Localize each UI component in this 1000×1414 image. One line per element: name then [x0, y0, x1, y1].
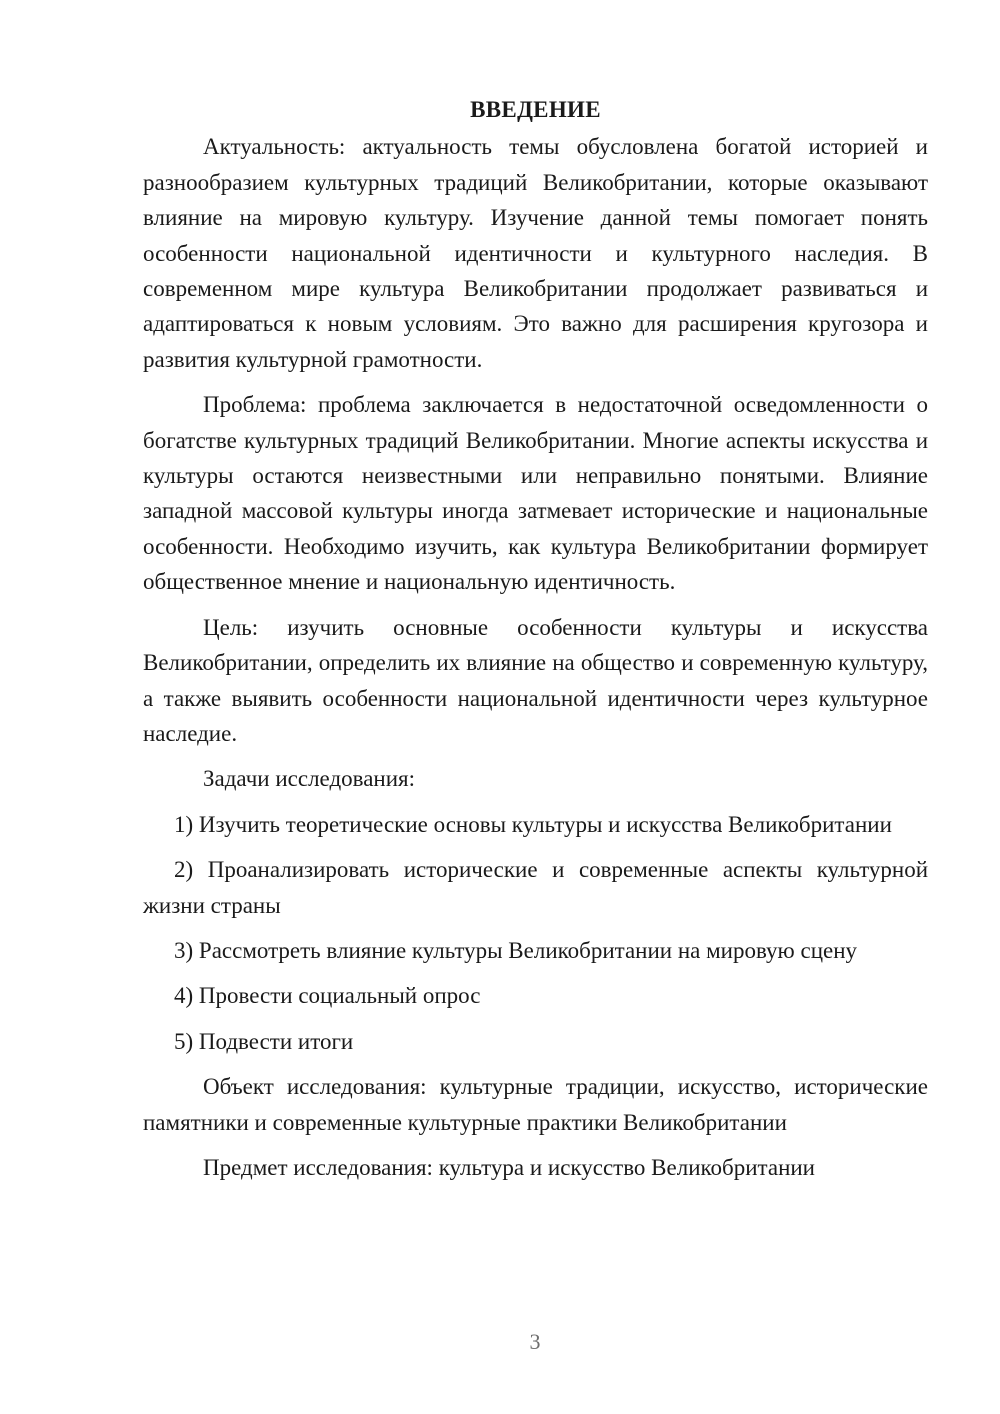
tasks-heading: Задачи исследования: — [203, 766, 416, 792]
paragraph-relevance: Актуальность: актуальность темы обусловлена богатой историей и разнообразием культурных традиций Великобритании, которые оказывают влияние на мировую культуру. Изучение данной темы помогает понять особенности национальной идентичности и культурного наследия. В современном мире культура Великобритании продолжает развиваться и адаптироваться к новым условиям. Это важно для расширения кругозора и развития культурной грамотности. — [143, 134, 928, 372]
task-item-5: 5) Подвести итоги — [174, 1028, 354, 1054]
paragraph-subject: Предмет исследования: культура и искусство Великобритании — [203, 1154, 815, 1180]
task-item-3: 3) Рассмотреть влияние культуры Великобритании на мировую сцену — [174, 937, 858, 963]
task-item-2: 2) Проанализировать исторические и современные аспекты культурной жизни страны — [143, 857, 928, 918]
paragraph-object: Объект исследования: культурные традиции, искусство, исторические памятники и современные культурные практики Великобритании — [143, 1074, 928, 1135]
task-item-4: 4) Провести социальный опрос — [174, 983, 481, 1009]
document-page — [143, 92, 928, 1185]
section-title: ВВЕДЕНИЕ — [470, 97, 601, 122]
paragraph-problem: Проблема: проблема заключается в недостаточной осведомленности о богатстве культурных традиций Великобритании. Многие аспекты искусства и культуры остаются неизвестными или неправильно понятыми. Влияние западной массовой культуры иногда затмевает исторические и национальные особенности. Необходимо изучить, как культура Великобритании формирует общественное мнение и национальную идентичность. — [143, 392, 928, 595]
page-number: 3 — [529, 1329, 541, 1354]
task-item-1: 1) Изучить теоретические основы культуры и искусства Великобритании — [174, 811, 892, 837]
paragraph-goal: Цель: изучить основные особенности культуры и искусства Великобритании, определить их влияние на общество и современную культуру, а также выявить особенности национальной идентичности через культурное наследие. — [143, 614, 928, 746]
